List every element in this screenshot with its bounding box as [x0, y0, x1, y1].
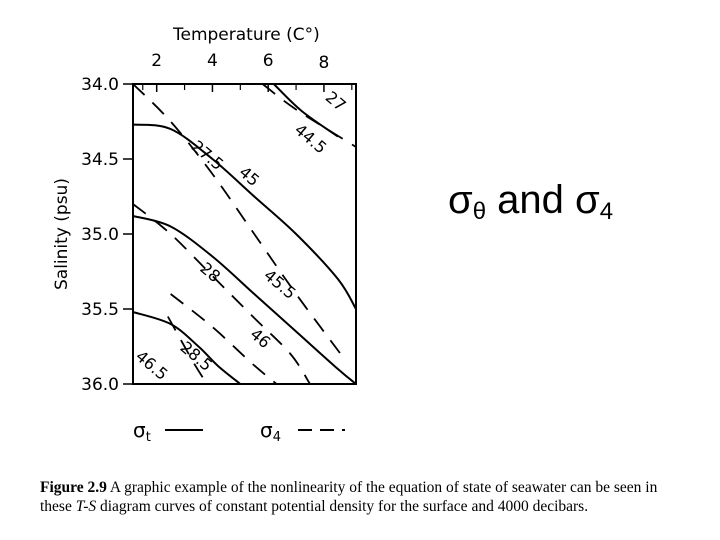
slide-title: $\sigma_\theta$ and $\sigma_4$: [448, 178, 614, 225]
curve-label-45: 45: [235, 162, 264, 191]
curve-label-46: 46: [246, 324, 275, 353]
x-axis-label: Temperature (C°): [173, 25, 320, 45]
curve-label-27-5: 27.5: [187, 136, 228, 174]
caption-text-line2b: diagram curves of constant potential density for the surface and 4000 decibars.: [96, 498, 589, 515]
y-axis-ticks: [81, 75, 133, 395]
x-axis-ticks: [143, 51, 352, 92]
y-axis-label: Salinity (psu): [52, 178, 72, 290]
x-tick-label: 8: [318, 53, 330, 73]
y-tick-label: 36.0: [81, 375, 119, 395]
curve-label-28: 28: [196, 258, 225, 287]
curve-solid-28: [133, 216, 356, 384]
figure-caption: [40, 478, 720, 516]
curve-label-27: 27: [321, 87, 350, 116]
curve-label-45-5: 45.5: [260, 265, 300, 303]
caption-text-line1: A graphic example of the nonlinearity of the equation of state of seawater can be seen in: [106, 479, 658, 496]
curve-label-44-5: 44.5: [290, 120, 331, 158]
curve-labels: [132, 87, 350, 384]
y-tick-label: 35.0: [81, 225, 119, 245]
legend-label-sigma-4: $\sigma_4$: [260, 418, 281, 445]
y-tick-label: 34.0: [81, 75, 119, 95]
caption-text-italic: T-S: [75, 498, 97, 515]
curve-label-46-5: 46.5: [132, 346, 172, 384]
x-tick-label: 6: [262, 51, 274, 71]
x-tick-label: 4: [207, 51, 218, 71]
curve-label-28-5: 28.5: [176, 337, 217, 375]
caption-label: Figure 2.9: [40, 479, 107, 496]
y-tick-label: 34.5: [81, 150, 119, 170]
legend: [133, 418, 345, 445]
x-tick-label: 2: [151, 51, 163, 71]
caption-text-line2a: these: [40, 498, 76, 515]
density-curves: [133, 84, 356, 384]
plot-frame: [133, 84, 356, 384]
y-tick-label: 35.5: [81, 300, 119, 320]
legend-label-sigma-t: $\sigma_t$: [133, 418, 151, 445]
